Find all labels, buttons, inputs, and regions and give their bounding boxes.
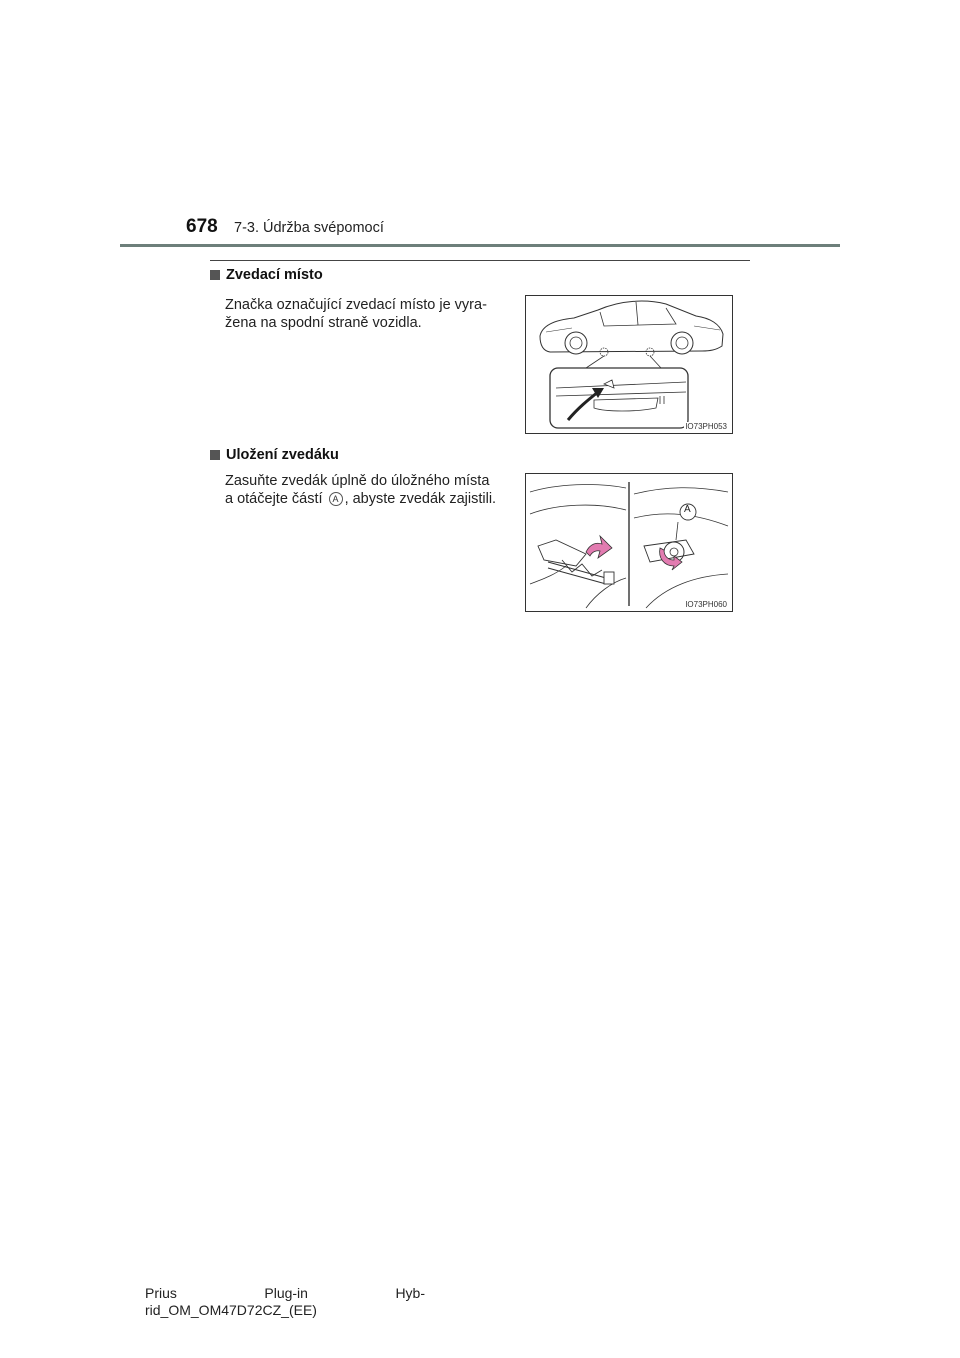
jack-storage-illustration [526, 474, 732, 611]
part-a-marker-icon: A [329, 492, 343, 506]
heading-square-icon [210, 450, 220, 460]
footer-line: rid_OM_OM47D72CZ_(EE) [145, 1302, 317, 1318]
section-text-jack-point [225, 296, 505, 332]
footer-word: Plug-in [264, 1285, 308, 1301]
section-heading-text: Uložení zvedáku [226, 447, 339, 463]
section-heading-jack-point [210, 267, 323, 283]
section-heading-jack-storage [210, 447, 339, 463]
figure-label-a: A [684, 504, 691, 515]
page-number: 678 [186, 216, 218, 237]
text-line: Značka označující zvedací místo je vyra- [225, 297, 487, 313]
chapter-title: 7-3. Údržba svépomocí [234, 220, 384, 236]
footer-word: Prius [145, 1285, 177, 1301]
text-line: žena na spodní straně vozidla. [225, 315, 422, 331]
figure-code: IO73PH053 [685, 422, 727, 431]
section-heading-text: Zvedací místo [226, 267, 323, 283]
footer [145, 1285, 425, 1319]
figure-jack-storage [525, 473, 733, 612]
text-fragment: , abyste zvedák zajistili. [344, 491, 497, 507]
text-fragment: a otáčejte částí [225, 491, 323, 507]
section-divider [210, 260, 750, 261]
figure-code: IO73PH060 [685, 600, 727, 609]
car-side-illustration [526, 296, 732, 433]
text-line [225, 490, 505, 508]
heading-square-icon [210, 270, 220, 280]
footer-word: Hyb- [395, 1285, 425, 1301]
section-text-jack-storage [225, 472, 505, 508]
figure-jack-point [525, 295, 733, 434]
header-rule [120, 244, 840, 247]
text-line: Zasuňte zvedák úplně do úložného místa [225, 473, 490, 489]
